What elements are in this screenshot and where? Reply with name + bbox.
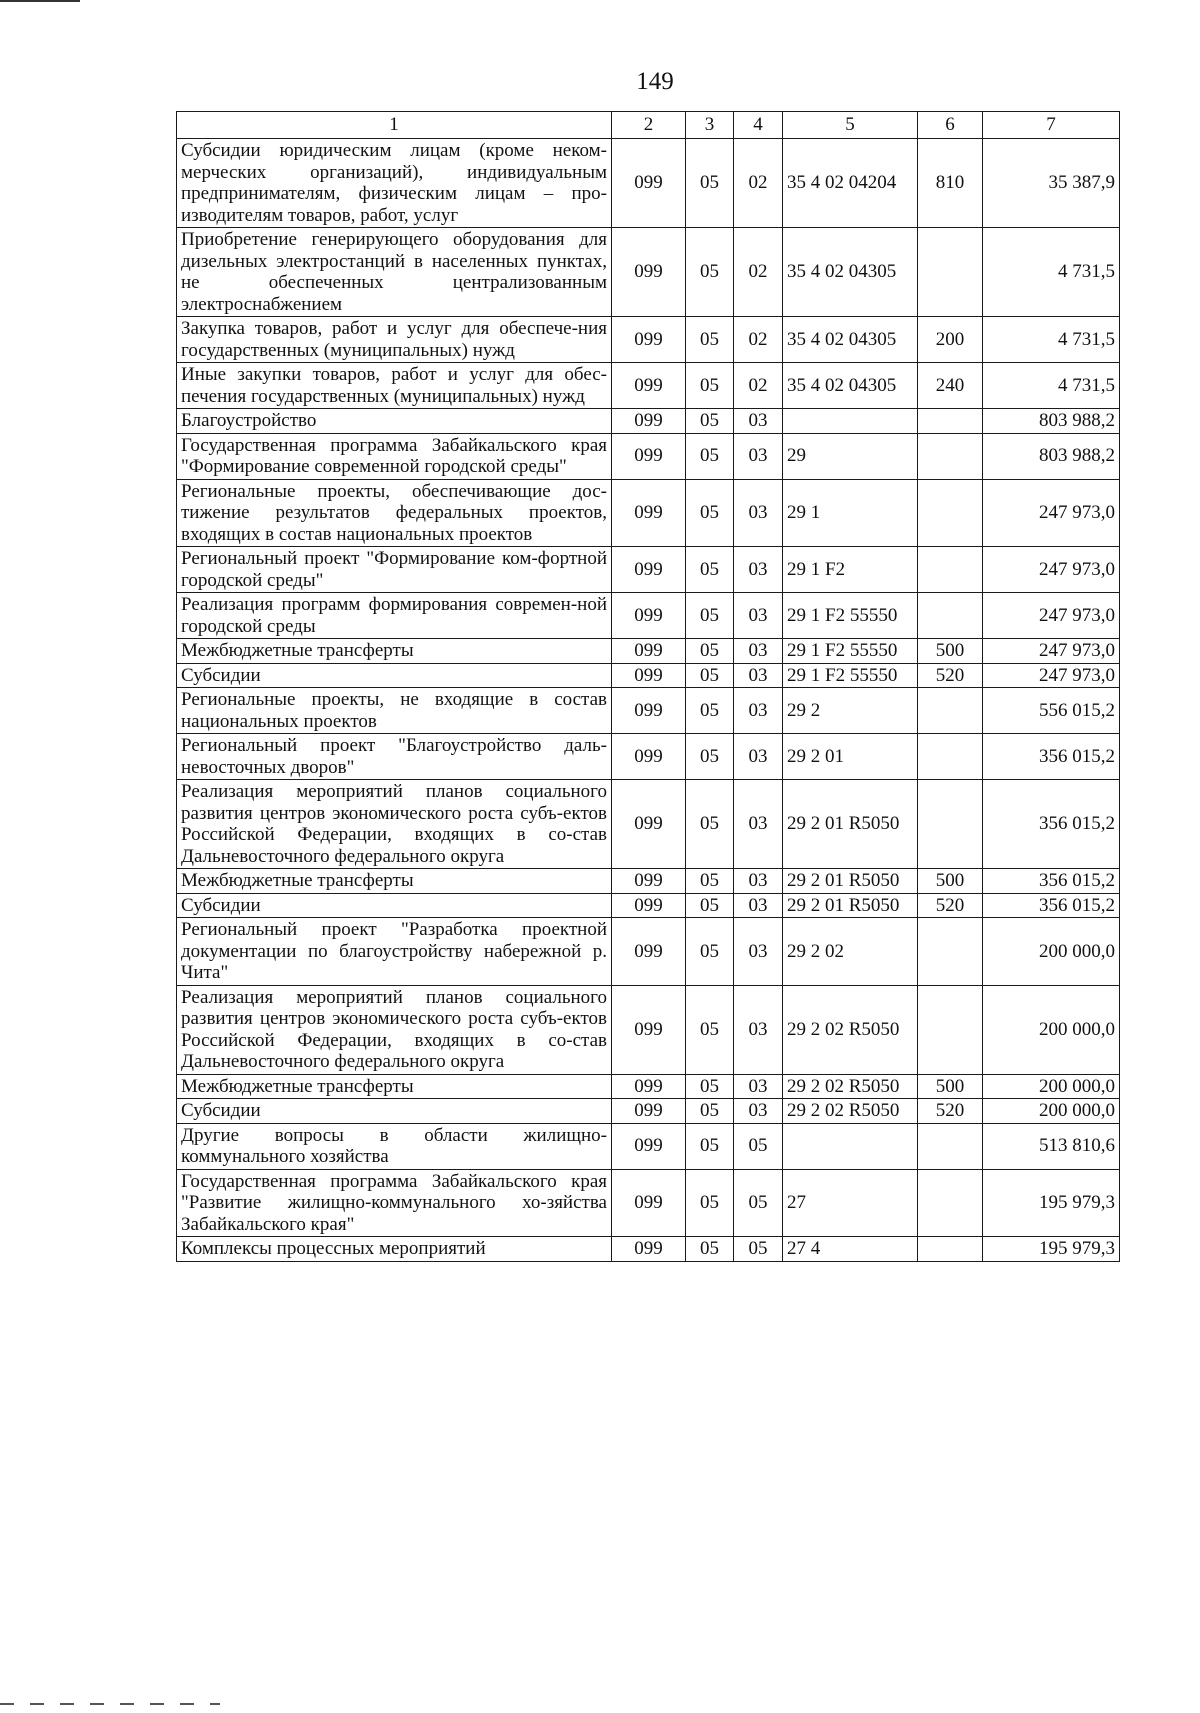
code-cell-5: 29 1 F2 55550 [783,593,918,639]
code-cell-6 [918,409,983,434]
code-cell-3: 05 [686,433,734,479]
code-cell-5: 29 2 01 R5050 [783,780,918,869]
amount-cell: 4 731,5 [983,317,1120,363]
code-cell-3: 05 [686,869,734,894]
amount-cell: 247 973,0 [983,639,1120,664]
code-cell-6 [918,433,983,479]
row-name-cell: Региональный проект "Разработка проектной документации по благоустройству набережной р. Чита" [177,918,612,986]
amount-cell: 247 973,0 [983,663,1120,688]
code-cell-2: 099 [612,479,686,547]
code-cell-2: 099 [612,893,686,918]
code-cell-3: 05 [686,1169,734,1237]
code-cell-2: 099 [612,869,686,894]
code-cell-4: 02 [734,228,783,317]
table-row [177,139,1120,228]
code-cell-5: 29 1 F2 55550 [783,639,918,664]
code-cell-2: 099 [612,1099,686,1124]
code-cell-3: 05 [686,547,734,593]
amount-cell: 35 387,9 [983,139,1120,228]
code-cell-6: 520 [918,663,983,688]
code-cell-2: 099 [612,593,686,639]
row-name-cell: Благоустройство [177,409,612,434]
code-cell-3: 05 [686,317,734,363]
code-cell-4: 03 [734,593,783,639]
code-cell-6: 810 [918,139,983,228]
column-header: 4 [734,112,783,139]
table-row [177,593,1120,639]
code-cell-5: 29 2 02 R5050 [783,1074,918,1099]
row-name-cell: Государственная программа Забайкальского края "Развитие жилищно-коммунального хо-зяйства Забайкальского края" [177,1169,612,1237]
code-cell-3: 05 [686,780,734,869]
code-cell-5: 29 1 F2 [783,547,918,593]
code-cell-3: 05 [686,893,734,918]
row-name-cell: Государственная программа Забайкальского края "Формирование современной городской среды" [177,433,612,479]
code-cell-2: 099 [612,918,686,986]
table-row [177,433,1120,479]
code-cell-6 [918,1169,983,1237]
amount-cell: 803 988,2 [983,409,1120,434]
code-cell-4: 02 [734,363,783,409]
code-cell-5: 29 1 [783,479,918,547]
code-cell-2: 099 [612,780,686,869]
code-cell-2: 099 [612,688,686,734]
code-cell-4: 03 [734,869,783,894]
row-name-cell: Другие вопросы в области жилищно-коммунального хозяйства [177,1123,612,1169]
code-cell-6 [918,1123,983,1169]
row-name-cell: Межбюджетные трансферты [177,869,612,894]
code-cell-5: 35 4 02 04305 [783,363,918,409]
column-header: 6 [918,112,983,139]
amount-cell: 4 731,5 [983,363,1120,409]
code-cell-6 [918,985,983,1074]
page-number: 149 [636,68,674,95]
amount-cell: 195 979,3 [983,1169,1120,1237]
code-cell-2: 099 [612,639,686,664]
row-name-cell: Субсидии [177,1099,612,1124]
table-row [177,1123,1120,1169]
amount-cell: 195 979,3 [983,1237,1120,1262]
row-name-cell: Закупка товаров, работ и услуг для обеспече-ния государственных (муниципальных) нужд [177,317,612,363]
amount-cell: 356 015,2 [983,734,1120,780]
table-row [177,918,1120,986]
table-row [177,893,1120,918]
code-cell-4: 02 [734,139,783,228]
table-row [177,734,1120,780]
code-cell-4: 03 [734,547,783,593]
code-cell-6: 500 [918,1074,983,1099]
amount-cell: 247 973,0 [983,479,1120,547]
code-cell-5: 29 2 01 R5050 [783,893,918,918]
table-row [177,1074,1120,1099]
code-cell-6: 200 [918,317,983,363]
code-cell-6 [918,593,983,639]
row-name-cell: Реализация мероприятий планов социального развития центров экономического роста субъ-ектов Российской Федерации, входящих в со-став Дальневосточного федерального округа [177,780,612,869]
code-cell-5: 35 4 02 04204 [783,139,918,228]
code-cell-2: 099 [612,547,686,593]
table-row [177,639,1120,664]
code-cell-2: 099 [612,734,686,780]
budget-table [176,111,1120,1262]
code-cell-4: 03 [734,479,783,547]
table-row [177,228,1120,317]
column-header: 3 [686,112,734,139]
row-name-cell: Межбюджетные трансферты [177,639,612,664]
code-cell-5: 27 4 [783,1237,918,1262]
code-cell-4: 03 [734,639,783,664]
row-name-cell: Реализация программ формирования современ-ной городской среды [177,593,612,639]
code-cell-3: 05 [686,639,734,664]
code-cell-6: 520 [918,1099,983,1124]
amount-cell: 513 810,6 [983,1123,1120,1169]
code-cell-6 [918,228,983,317]
code-cell-4: 05 [734,1237,783,1262]
code-cell-4: 03 [734,893,783,918]
row-name-cell: Иные закупки товаров, работ и услуг для обес-печения государственных (муниципальных) нужд [177,363,612,409]
table-row [177,479,1120,547]
amount-cell: 200 000,0 [983,1099,1120,1124]
code-cell-6: 500 [918,639,983,664]
code-cell-6 [918,780,983,869]
table-row [177,363,1120,409]
code-cell-6 [918,918,983,986]
amount-cell: 247 973,0 [983,593,1120,639]
row-name-cell: Реализация мероприятий планов социального развития центров экономического роста субъ-ектов Российской Федерации, входящих в со-став Дальневосточного федерального округа [177,985,612,1074]
code-cell-2: 099 [612,985,686,1074]
code-cell-4: 03 [734,433,783,479]
code-cell-2: 099 [612,1123,686,1169]
code-cell-5: 29 2 01 [783,734,918,780]
code-cell-5: 29 [783,433,918,479]
row-name-cell: Межбюджетные трансферты [177,1074,612,1099]
code-cell-5: 29 2 02 R5050 [783,1099,918,1124]
amount-cell: 200 000,0 [983,918,1120,986]
amount-cell: 4 731,5 [983,228,1120,317]
code-cell-5: 27 [783,1169,918,1237]
amount-cell: 556 015,2 [983,688,1120,734]
amount-cell: 247 973,0 [983,547,1120,593]
code-cell-4: 02 [734,317,783,363]
code-cell-6 [918,547,983,593]
code-cell-5: 29 2 01 R5050 [783,869,918,894]
code-cell-3: 05 [686,1123,734,1169]
code-cell-4: 03 [734,1074,783,1099]
table-row [177,985,1120,1074]
amount-cell: 803 988,2 [983,433,1120,479]
code-cell-3: 05 [686,1099,734,1124]
code-cell-6 [918,688,983,734]
code-cell-3: 05 [686,139,734,228]
code-cell-3: 05 [686,734,734,780]
table-row [177,780,1120,869]
code-cell-2: 099 [612,228,686,317]
code-cell-4: 03 [734,409,783,434]
code-cell-3: 05 [686,479,734,547]
row-name-cell: Субсидии [177,893,612,918]
row-name-cell: Региональный проект "Формирование ком-фортной городской среды" [177,547,612,593]
code-cell-3: 05 [686,1237,734,1262]
code-cell-6 [918,734,983,780]
row-name-cell: Региональные проекты, не входящие в состав национальных проектов [177,688,612,734]
code-cell-2: 099 [612,139,686,228]
code-cell-3: 05 [686,1074,734,1099]
table-row [177,1169,1120,1237]
amount-cell: 356 015,2 [983,780,1120,869]
row-name-cell: Региональный проект "Благоустройство даль-невосточных дворов" [177,734,612,780]
amount-cell: 200 000,0 [983,1074,1120,1099]
code-cell-6: 520 [918,893,983,918]
code-cell-4: 03 [734,688,783,734]
code-cell-3: 05 [686,985,734,1074]
code-cell-5: 29 2 02 [783,918,918,986]
code-cell-3: 05 [686,593,734,639]
code-cell-3: 05 [686,918,734,986]
column-header: 1 [177,112,612,139]
code-cell-6: 240 [918,363,983,409]
table-row [177,869,1120,894]
code-cell-4: 03 [734,734,783,780]
code-cell-5: 29 1 F2 55550 [783,663,918,688]
row-name-cell: Приобретение генерирующего оборудования для дизельных электростанций в населенных пунктах, не обеспеченных централизованным электроснабжением [177,228,612,317]
code-cell-4: 03 [734,985,783,1074]
amount-cell: 200 000,0 [983,985,1120,1074]
row-name-cell: Субсидии [177,663,612,688]
code-cell-5: 35 4 02 04305 [783,228,918,317]
table-row [177,1099,1120,1124]
table-header-row [177,112,1120,139]
row-name-cell: Региональные проекты, обеспечивающие дос-тижение результатов федеральных проектов, входящих в состав национальных проектов [177,479,612,547]
code-cell-2: 099 [612,1237,686,1262]
table-row [177,688,1120,734]
code-cell-2: 099 [612,409,686,434]
row-name-cell: Комплексы процессных мероприятий [177,1237,612,1262]
code-cell-5 [783,1123,918,1169]
table-row [177,409,1120,434]
code-cell-2: 099 [612,363,686,409]
amount-cell: 356 015,2 [983,893,1120,918]
amount-cell: 356 015,2 [983,869,1120,894]
code-cell-2: 099 [612,433,686,479]
table-row [177,317,1120,363]
code-cell-2: 099 [612,1169,686,1237]
code-cell-4: 05 [734,1123,783,1169]
code-cell-5: 35 4 02 04305 [783,317,918,363]
code-cell-3: 05 [686,688,734,734]
code-cell-6 [918,1237,983,1262]
code-cell-6: 500 [918,869,983,894]
code-cell-4: 03 [734,918,783,986]
code-cell-4: 03 [734,1099,783,1124]
code-cell-6 [918,479,983,547]
code-cell-3: 05 [686,228,734,317]
code-cell-4: 03 [734,780,783,869]
column-header: 5 [783,112,918,139]
table-row [177,663,1120,688]
code-cell-4: 03 [734,663,783,688]
code-cell-3: 05 [686,409,734,434]
code-cell-2: 099 [612,663,686,688]
table-row [177,1237,1120,1262]
code-cell-5: 29 2 02 R5050 [783,985,918,1074]
column-header: 7 [983,112,1120,139]
code-cell-4: 05 [734,1169,783,1237]
scan-corner-line [0,0,80,2]
code-cell-2: 099 [612,317,686,363]
row-name-cell: Субсидии юридическим лицам (кроме неком-мерческих организаций), индивидуальным предпринимателям, физическим лицам – про-изводителям товаров, работ, услуг [177,139,612,228]
code-cell-5: 29 2 [783,688,918,734]
column-header: 2 [612,112,686,139]
table-body [177,139,1120,1262]
code-cell-5 [783,409,918,434]
code-cell-3: 05 [686,363,734,409]
table-row [177,547,1120,593]
scan-edge-mark [0,1703,220,1705]
code-cell-2: 099 [612,1074,686,1099]
code-cell-3: 05 [686,663,734,688]
